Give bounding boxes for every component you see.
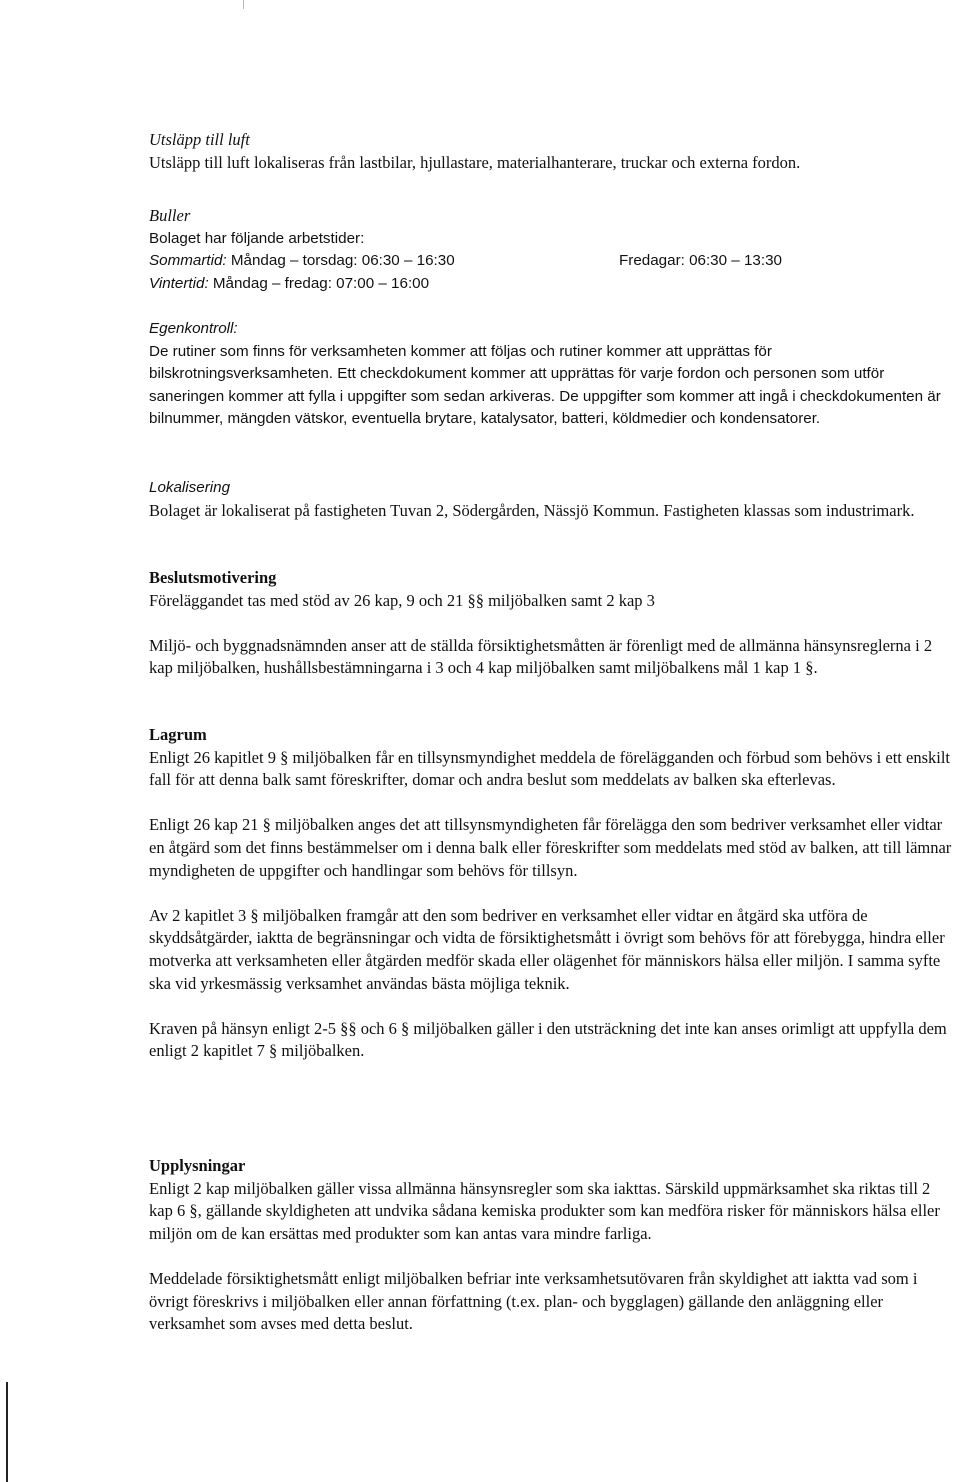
margin-rule: [6, 1382, 8, 1482]
section-heading-utslapp: Utsläpp till luft: [149, 130, 250, 149]
section-heading-egenkontroll: Egenkontroll:: [149, 320, 238, 337]
section-lokalisering: [149, 477, 955, 522]
beslutsmotivering-paragraph-2: Miljö- och byggnadsnämnden anser att de ställda försiktighetsmåtten är förenligt med de allmänna hänsynsreglerna i 2 kap miljöbalken, hushållsbestämningarna i 3 och 4 kap miljöbalken samt miljöbalkens mål 1 kap 1 §.: [149, 635, 933, 678]
lagrum-paragraph-1: Enligt 26 kapitlet 9 § miljöbalken får en tillsynsmyndighet meddela de förelägganden och förbud som behövs i ett enskilt fall för att denna balk samt föreskrifter, domar och andra beslut som meddelats av balken ska efterlevas.: [149, 747, 950, 790]
section-heading-beslutsmotivering: Beslutsmotivering: [149, 568, 277, 587]
vintertid-hours: Måndag – fredag: 07:00 – 16:00: [208, 274, 430, 292]
vintertid-label: Vintertid:: [149, 274, 209, 292]
upplysningar-paragraph-1: Enligt 2 kap miljöbalken gäller vissa allmänna hänsynsregler som ska iakttas. Särskild uppmärksamhet ska riktas till 2 kap 6 §, gällande skyldigheten att undvika sådana kemiska produkter som kan medföra risker för människors hälsa eller miljön om de kan ersättas med produkter som kan antas vara mindre farliga.: [149, 1178, 940, 1243]
sommartid-label: Sommartid:: [149, 252, 227, 270]
lagrum-paragraph-3: Av 2 kapitlet 3 § miljöbalken framgår att den som bedriver en verksamhet eller vidtar en åtgärd ska utföra de skyddsåtgärder, iaktta de begränsningar och vidta de försiktighetsmått i övrigt som behövs för att förebygga, hindra eller motverka att verksamheten eller åtgärden medför skada eller olägenhet för människors hälsa eller miljön. I samma syfte ska vid yrkesmässig verksamhet användas bästa möjliga teknik.: [149, 905, 945, 993]
vintertid-row: [149, 273, 955, 296]
fredagar-hours: Fredagar: 06:30 – 13:30: [619, 252, 782, 270]
lagrum-paragraph-2: Enligt 26 kap 21 § miljöbalken anges det att tillsynsmyndigheten får förelägga den som bedriver verksamhet eller vidtar en åtgärd som det finns bestämmelser om i denna balk eller föreskrifter som meddelats med stöd av balken, att till lämnar myndigheten de uppgifter och handlingar som behövs för tillsyn.: [149, 815, 952, 880]
section-heading-lokalisering: Lokalisering: [149, 479, 231, 496]
section-upplysningar: [149, 1155, 955, 1336]
section-text-lokalisering: Bolaget är lokaliserat på fastigheten Tuvan 2, Södergården, Nässjö Kommun. Fastigheten klassas som industrimark.: [149, 500, 915, 520]
section-heading-buller: Buller: [149, 206, 191, 225]
lagrum-paragraph-4: Kraven på hänsyn enligt 2-5 §§ och 6 § miljöbalken gäller i den utsträckning det inte kan anses orimligt att uppfylla dem enligt 2 kapitlet 7 § miljöbalken.: [149, 1018, 947, 1061]
section-heading-lagrum: Lagrum: [149, 725, 207, 744]
upplysningar-paragraph-2: Meddelade försiktighetsmått enligt miljöbalken befriar inte verksamhetsutövaren från skyldighet att iaktta vad som i övrigt föreskrivs i miljöbalken eller annan författning (t.ex. plan- och bygglagen) gällande den anläggning eller verksamhet som avses med detta beslut.: [149, 1268, 918, 1334]
section-lagrum: [149, 724, 955, 1063]
section-text-egenkontroll: De rutiner som finns för verksamheten kommer att följas och rutiner kommer att upprättas för bilskrotningsverksamheten. Ett checkdokument kommer att upprättas för varje fordon och personen som utför saneringen kommer att fylla i uppgifter som sedan arkiveras. De uppgifter som kommer att ingå i checkdokumenten är bilnummer, mängden vätskor, eventuella brytare, katalysator, batteri, köldmedier och kondensatorer.: [149, 342, 941, 428]
section-heading-upplysningar: Upplysningar: [149, 1156, 246, 1175]
section-beslutsmotivering: [149, 567, 955, 680]
scan-mark: [243, 0, 244, 9]
sommartid-hours: Måndag – torsdag: 06:30 – 16:30: [226, 252, 455, 270]
section-utslapp: [149, 129, 955, 174]
buller-intro: Bolaget har följande arbetstider:: [149, 229, 365, 247]
section-buller: [149, 205, 955, 295]
section-egenkontroll: [149, 318, 955, 431]
beslutsmotivering-paragraph-1: Föreläggandet tas med stöd av 26 kap, 9 och 21 §§ miljöbalken samt 2 kap 3: [149, 590, 655, 610]
sommartid-row: [149, 250, 955, 273]
section-text-utslapp: Utsläpp till luft lokaliseras från lastbilar, hjullastare, materialhanterare, truckar och externa fordon.: [149, 152, 801, 172]
